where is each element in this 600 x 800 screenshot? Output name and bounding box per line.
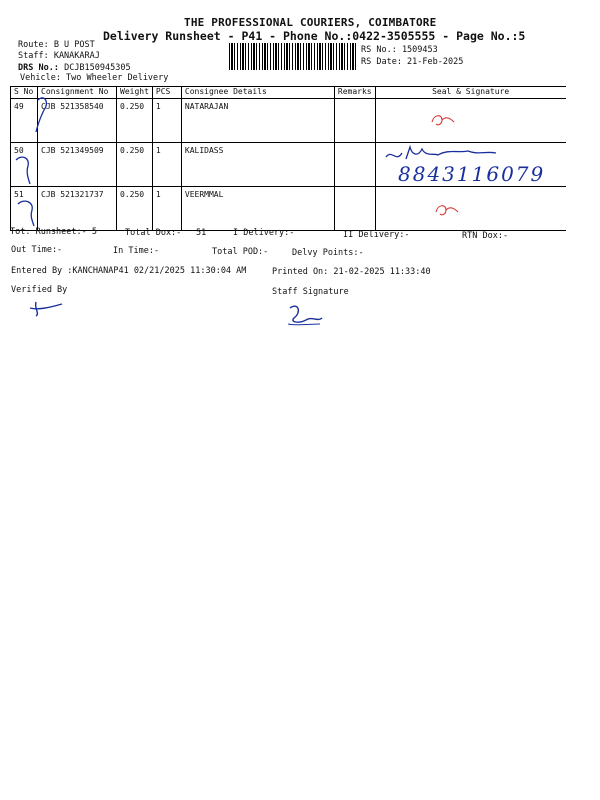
handwritten-phone: 8843116079 xyxy=(398,162,546,186)
out-time: Out Time:- xyxy=(11,245,63,255)
col-seal-signature: Seal & Signature xyxy=(375,87,566,99)
total-pod: Total POD:- xyxy=(212,247,269,257)
rs-date: RS Date: 21-Feb-2025 xyxy=(361,57,464,67)
tot-runsheet: Tot. Runsheet:- 5 xyxy=(10,227,97,237)
verified-by: Verified By xyxy=(11,285,68,295)
entered-by: Entered By :KANCHANAP41 02/21/2025 11:30:04 AM xyxy=(11,266,247,276)
i-delivery: I Delivery:- xyxy=(233,228,295,238)
col-consignee: Consignee Details xyxy=(181,87,334,99)
rs-number: RS No.: 1509453 xyxy=(361,45,438,55)
in-time: In Time:- xyxy=(113,246,160,256)
row-seal xyxy=(375,99,566,143)
staff-label: Staff: KANAKARAJ xyxy=(18,51,100,61)
row-pcs: 1 xyxy=(152,99,181,143)
row-remarks xyxy=(334,187,375,231)
row-consignment: CJB 521349509 xyxy=(38,143,117,187)
row-consignment: CJB 521358540 xyxy=(38,99,117,143)
row-seal xyxy=(375,187,566,231)
row-sno: 50 xyxy=(11,143,38,187)
drs-label: DRS No.: xyxy=(18,63,59,73)
row-consignee: KALIDASS xyxy=(181,143,334,187)
route-label: Route: B U POST xyxy=(18,40,95,50)
col-sno: S No xyxy=(11,87,38,99)
total-dox-label: Total Dox:- xyxy=(125,228,182,238)
total-dox-value: 51 xyxy=(196,228,207,238)
col-consignment: Consignment No xyxy=(38,87,117,99)
table-header-row xyxy=(11,87,566,99)
table-row xyxy=(11,187,566,231)
table-row xyxy=(11,99,566,143)
printed-on: Printed On: 21-02-2025 11:33:40 xyxy=(272,267,431,277)
drs-value: DCJB150945305 xyxy=(64,63,131,73)
col-remarks: Remarks xyxy=(334,87,375,99)
ii-delivery: II Delivery:- xyxy=(343,230,410,240)
delvy-points: Delvy Points:- xyxy=(292,248,364,258)
runsheet-title: Delivery Runsheet - P41 - Phone No.:0422-3505555 - Page No.:5 xyxy=(103,29,526,43)
row-consignment: CJB 521321737 xyxy=(38,187,117,231)
row-weight: 0.250 xyxy=(117,143,153,187)
company-title: THE PROFESSIONAL COURIERS, COIMBATORE xyxy=(184,16,437,29)
drs-number xyxy=(18,63,131,73)
row-consignee: VEERMMAL xyxy=(181,187,334,231)
col-pcs: PCS xyxy=(152,87,181,99)
stamp-mark xyxy=(432,200,462,220)
row-remarks xyxy=(334,99,375,143)
row-weight: 0.250 xyxy=(117,99,153,143)
col-weight: Weight xyxy=(117,87,153,99)
row-consignee: NATARAJAN xyxy=(181,99,334,143)
row-sno: 51 xyxy=(11,187,38,231)
handwritten-ticks xyxy=(10,92,50,232)
row-sno: 49 xyxy=(11,99,38,143)
row-weight: 0.250 xyxy=(117,187,153,231)
verifier-signature xyxy=(28,298,68,320)
vehicle-label: Vehicle: Two Wheeler Delivery xyxy=(20,73,169,83)
barcode xyxy=(229,43,356,70)
row-remarks xyxy=(334,143,375,187)
row-pcs: 1 xyxy=(152,143,181,187)
rtn-dox: RTN Dox:- xyxy=(462,231,509,241)
stamp-mark xyxy=(428,110,458,130)
row-pcs: 1 xyxy=(152,187,181,231)
staff-signature: Staff Signature xyxy=(272,287,349,297)
staff-signature-mark xyxy=(284,302,326,328)
